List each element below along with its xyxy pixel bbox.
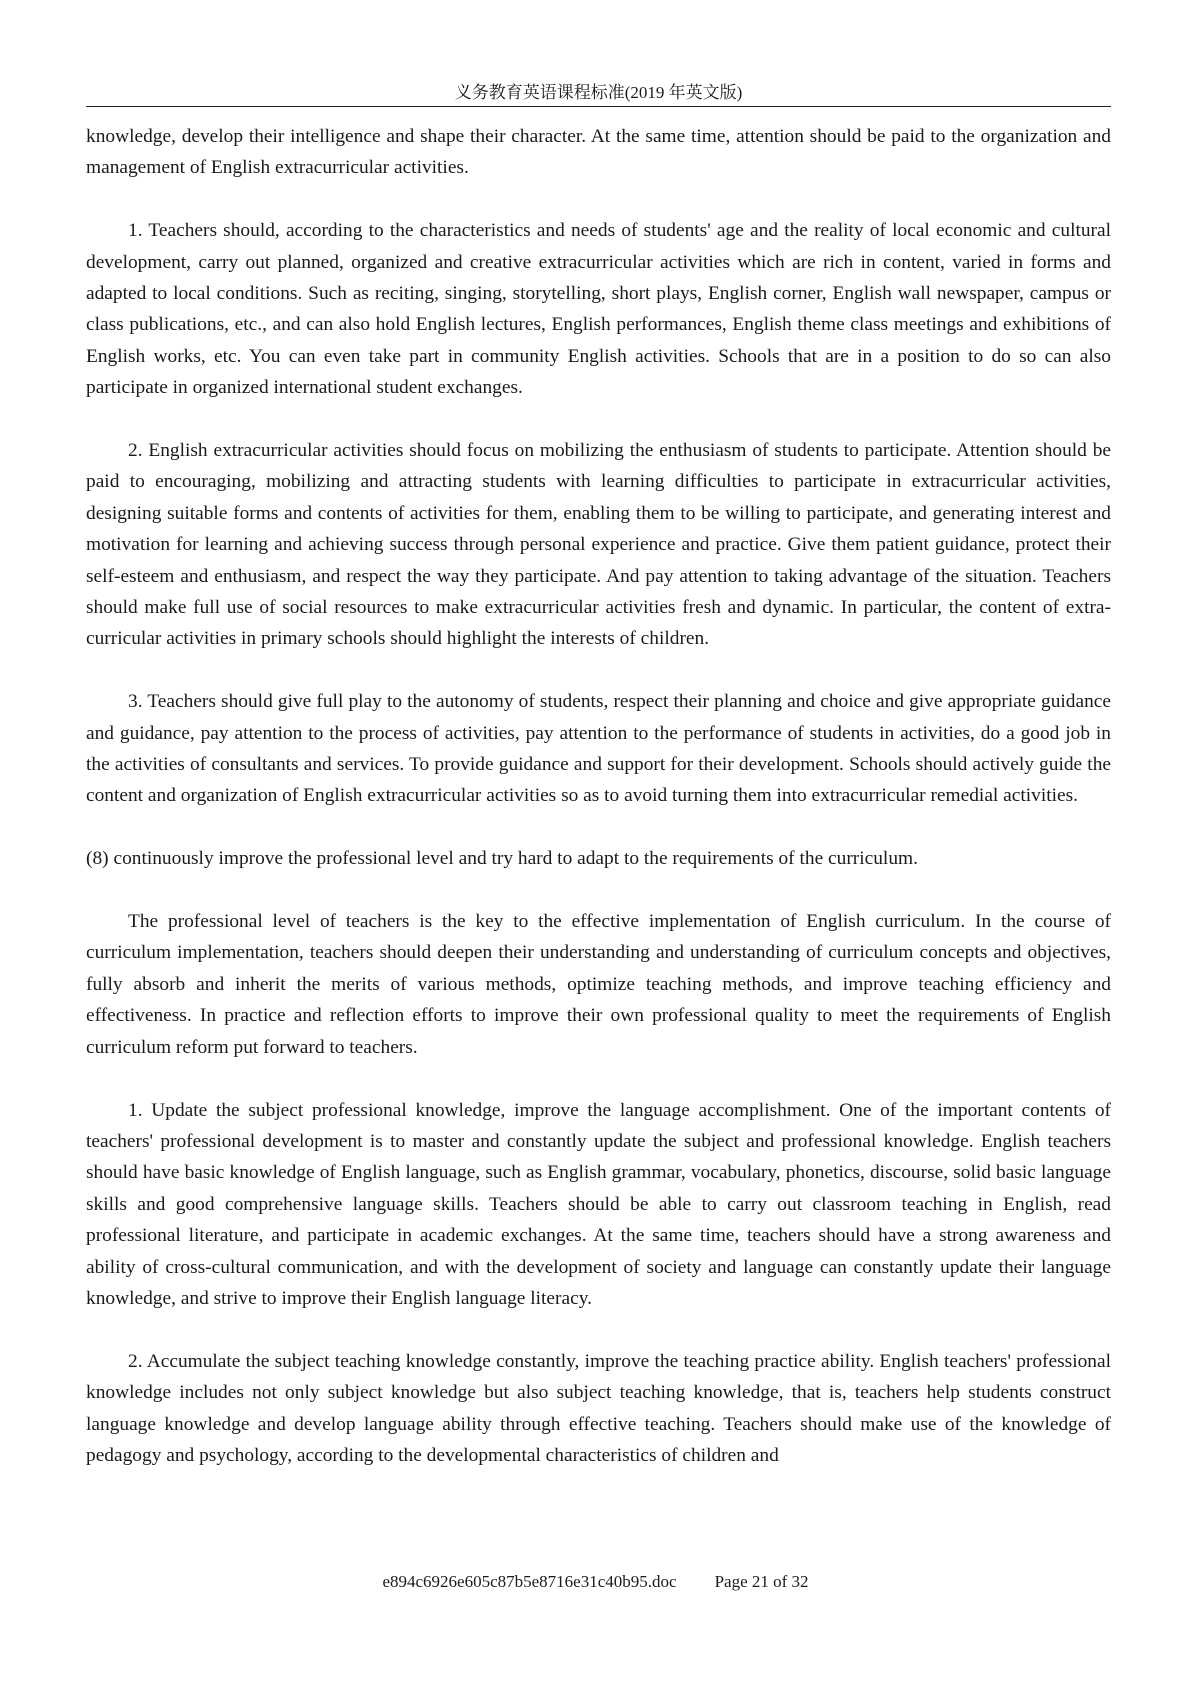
paragraph-continuation: knowledge, develop their intelligence and shape their character. At the same time, attention should be paid to the organization and management of English extracurricular activities. <box>86 126 1111 179</box>
paragraph-item-3-activities: 3. Teachers should give full play to the autonomy of students, respect their planning and choice and give appropriate guidance and guidance, pay attention to the process of activities, pay attention to the performance of students in activities, do a good job in the activities of consultants and services. To provide guidance and support for their development. Schools should actively guide the content and organization of English extracurricular activities so as to avoid turning them into extracurricular remedial activities. <box>86 691 1111 807</box>
paragraph-item-2-professional: 2. Accumulate the subject teaching knowledge constantly, improve the teaching practice ability. English teachers' professional knowledge includes not only subject knowledge but also subject teaching knowledge, that is, teachers help students construct language knowledge and develop language ability through effective teaching. Teachers should make use of the knowledge of pedagogy and psychology, according to the developmental characteristics of children and <box>86 1350 1111 1466</box>
page-footer <box>0 1571 1191 1593</box>
document-body <box>86 121 1111 1471</box>
paragraph-item-1-professional: 1. Update the subject professional knowledge, improve the language accomplishment. One of the important contents of teachers' professional development is to master and constantly update the subject and professional knowledge. English teachers should have basic knowledge of English language, such as English grammar, vocabulary, phonetics, discourse, solid basic language skills and good comprehensive language skills. Teachers should be able to carry out classroom teaching in English, read professional literature, and participate in academic exchanges. At the same time, teachers should have a strong awareness and ability of cross-cultural communication, and with the development of society and language can constantly update their language knowledge, and strive to improve their English language literacy. <box>86 1099 1111 1309</box>
paragraph-item-1-activities: 1. Teachers should, according to the characteristics and needs of students' age and the reality of local economic and cultural development, carry out planned, organized and creative extracurricular activities which are rich in content, varied in forms and adapted to local conditions. Such as reciting, singing, storytelling, short plays, English corner, English wall newspaper, campus or class publications, etc., and can also hold English lectures, English performances, English theme class meetings and exhibitions of English works, etc. You can even take part in community English activities. Schools that are in a position to do so can also participate in organized international student exchanges. <box>86 220 1111 399</box>
footer-page-number: Page 21 of 32 <box>714 1572 809 1591</box>
section-heading-8: (8) continuously improve the professional level and try hard to adapt to the requirements of the curriculum. <box>86 848 918 870</box>
footer-filename: e894c6926e605c87b5e8716e31c40b95.doc <box>382 1572 677 1591</box>
header-divider <box>86 106 1111 107</box>
paragraph-professional-level: The professional level of teachers is the key to the effective implementation of English curriculum. In the course of curriculum implementation, teachers should deepen their understanding and understanding of curriculum concepts and objectives, fully absorb and inherit the merits of various methods, optimize teaching methods, and improve teaching efficiency and effectiveness. In practice and reflection efforts to improve their own professional quality to meet the requirements of English curriculum reform put forward to teachers. <box>86 911 1111 1058</box>
paragraph-item-2-activities: 2. English extracurricular activities should focus on mobilizing the enthusiasm of students to participate. Attention should be paid to encouraging, mobilizing and attracting students with learning difficulties to participate in extracurricular activities, designing suitable forms and contents of activities for them, enabling them to be willing to participate, and generating interest and motivation for learning and achieving success through personal experience and practice. Give them patient guidance, protect their self-esteem and enthusiasm, and respect the way they participate. And pay attention to taking advantage of the situation. Teachers should make full use of social resources to make extracurricular activities fresh and dynamic. In particular, the content of extra-curricular activities in primary schools should highlight the interests of children. <box>86 440 1111 650</box>
page-header-title: 义务教育英语课程标准(2019 年英文版) <box>454 83 743 102</box>
